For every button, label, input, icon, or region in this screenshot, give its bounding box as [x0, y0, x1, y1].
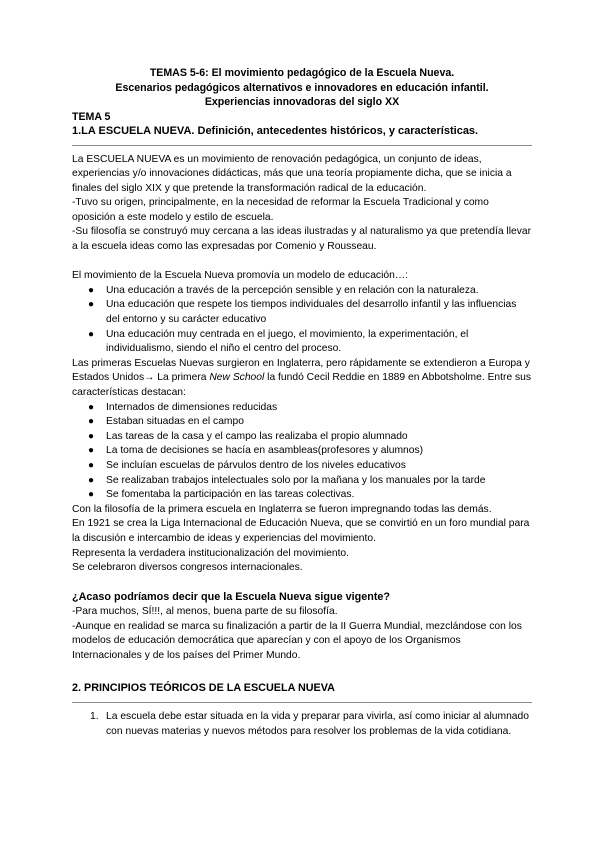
- list-item: ● Se fomentaba la participación en las tareas colectivas.: [72, 488, 532, 503]
- list-item: ● La toma de decisiones se hacía en asambleas(profesores y alumnos): [72, 444, 532, 459]
- after-features-line: Se celebraron diversos congresos internacionales.: [72, 562, 303, 574]
- title-line-3: Experiencias innovadoras del siglo XX: [204, 96, 400, 108]
- list-item: ● Una educación a través de la percepción sensible y en relación con la naturaleza.: [72, 284, 532, 299]
- intro-origin: -Tuvo su origen, principalmente, en la necesidad de reformar la Escuela Tradicional y como oposición a este modelo y estilo de escuela.: [72, 197, 489, 223]
- after-features-line: Con la filosofía de la primera escuela en Inglaterra se fueron impregnando todas las demás.: [72, 503, 492, 515]
- features-list: [72, 401, 532, 503]
- section-1-heading: 1.LA ESCUELA NUEVA. Definición, antecedentes históricos, y características.: [72, 124, 479, 137]
- tema-heading: TEMA 5: [72, 110, 111, 123]
- new-school-term: New School: [209, 372, 265, 384]
- list-item: ● Se realizaban trabajos intelectuales solo por la mañana y los manuales por la tarde: [72, 474, 532, 489]
- bullet-icon: ●: [88, 401, 95, 413]
- england-paragraph: Las primeras Escuelas Nuevas surgieron en Inglaterra, pero rápidamente se extendieron a Europa y Estados Unidos→ La primera New School la fundó Cecil Reddie en 1889 en Abbotsholme. Entre sus características destacan:: [72, 357, 532, 398]
- bullet-icon: ●: [88, 416, 95, 428]
- principles-list: [72, 710, 532, 739]
- model-list: [72, 284, 532, 357]
- document-title: [72, 66, 532, 110]
- list-item: ● Se incluían escuelas de párvulos dentro de los niveles educativos: [72, 459, 532, 474]
- bullet-icon: ●: [88, 430, 95, 442]
- bullet-icon: ●: [88, 445, 95, 457]
- answer-line: -Para muchos, SÍ!!!, al menos, buena parte de su filosofía.: [72, 605, 338, 617]
- list-item: ● Internados de dimensiones reducidas: [72, 401, 532, 416]
- after-features-line: En 1921 se crea la Liga Internacional de Educación Nueva, que se convirtió en un foro mundial para la discusión e intercambio de ideas y experiencias del movimiento.: [72, 518, 530, 544]
- section-2-divider: [72, 702, 532, 703]
- bullet-icon: ●: [88, 328, 95, 340]
- list-item: ● Las tareas de la casa y el campo las realizaba el propio alumnado: [72, 430, 532, 445]
- list-item: ● Una educación que respete los tiempos individuales del desarrollo infantil y las influencias del entorno y su carácter educativo: [88, 299, 517, 326]
- list-item: ● Estaban situadas en el campo: [72, 415, 532, 430]
- list-number: 1.: [90, 711, 99, 723]
- intro-paragraph: La ESCUELA NUEVA es un movimiento de renovación pedagógica, un conjunto de ideas, experiencias y/o innovaciones didácticas, más que una teoría propiamente dicha, que se inicia a finales del siglo XIX y que pretende la transformación radical de la educación.: [72, 153, 512, 194]
- bullet-icon: ●: [88, 474, 95, 486]
- question-heading: ¿Acaso podríamos decir que la Escuela Nueva sigue vigente?: [72, 591, 391, 604]
- bullet-icon: ●: [88, 284, 95, 296]
- answer-line: -Aunque en realidad se marca su finalización a partir de la II Guerra Mundial, mezclándose con los modelos de educación democrática que aparecían y con el apoyo de los Organismos Internacionales y de los países del Primer Mundo.: [72, 620, 522, 661]
- bullet-icon: ●: [88, 459, 95, 471]
- list-item: 1. La escuela debe estar situada en la vida y preparar para vivirla, así como iniciar al alumnado con nuevas materias y nuevos métodos para resolver los problemas de la vida cotidiana.: [90, 711, 529, 737]
- document-page: [72, 66, 532, 739]
- title-line-1: TEMAS 5-6: El movimiento pedagógico de la Escuela Nueva.: [149, 67, 455, 79]
- list-item: ● Una educación muy centrada en el juego, el movimiento, la experimentación, el individualismo, siendo el niño el centro del proceso.: [88, 328, 469, 355]
- bullet-icon: ●: [88, 299, 95, 311]
- model-intro: El movimiento de la Escuela Nueva promovía un modelo de educación…:: [72, 270, 408, 282]
- intro-philosophy: -Su filosofía se construyó muy cercana a las ideas ilustradas y al naturalismo ya que pretendía llevar a la escuela ideas como las expresadas por Comenio y Rousseau.: [72, 226, 532, 253]
- bullet-icon: ●: [88, 489, 95, 501]
- after-features-line: Representa la verdadera institucionalización del movimiento.: [72, 547, 350, 559]
- section-2-heading: 2. PRINCIPIOS TEÓRICOS DE LA ESCUELA NUEVA: [72, 682, 335, 695]
- title-line-2: Escenarios pedagógicos alternativos e innovadores en educación infantil.: [115, 81, 489, 94]
- section-1-divider: [72, 145, 532, 146]
